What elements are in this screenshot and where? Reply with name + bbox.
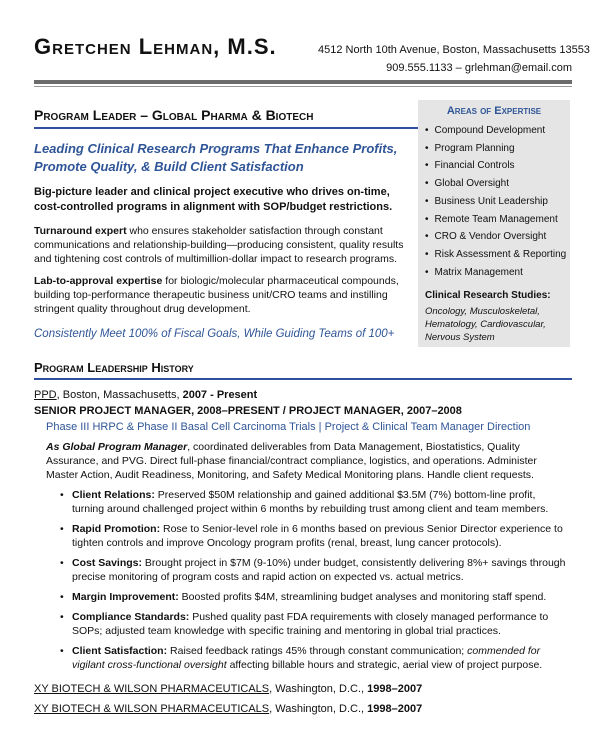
contact-line: [386, 62, 572, 74]
role-titles: SENIOR PROJECT MANAGER, 2008–PRESENT / PROJECT MANAGER, 2007–2008: [34, 405, 462, 417]
achievement-list: [60, 488, 568, 678]
employer-company: XY BIOTECH & WILSON PHARMACEUTICALS: [34, 703, 270, 715]
phone: 909.555.1133: [386, 62, 453, 74]
expertise-item: • Financial Controls: [425, 157, 570, 175]
intro-text: , coordinated deliverables from Data Management, Biostatistics, Quality Assurance, and PVG. Direct full-phase financial/contract compliance, logistics, and operations. Administer Master Action, Audit Readiness, Monitoring, and Safety Medical Monitoring plans. Handle client requests.: [46, 441, 537, 481]
employer-location: , Washington, D.C.,: [269, 703, 368, 715]
expertise-item: • Program Planning: [425, 140, 570, 158]
achievement-lead: Client Relations:: [72, 489, 155, 501]
employer-company: XY BIOTECH & WILSON PHARMACEUTICALS: [34, 683, 270, 695]
achievement-item: [60, 522, 568, 550]
achievement-lead: Margin Improvement:: [72, 591, 179, 603]
intro-lead: As Global Program Manager: [46, 441, 188, 453]
separator: –: [455, 62, 462, 74]
expertise-item: • Compound Development: [425, 122, 570, 140]
project-line: Phase III HRPC & Phase II Basal Cell Carcinoma Trials | Project & Clinical Team Manager Direction: [46, 421, 531, 433]
achievement-item: [60, 610, 568, 638]
email: grlehman@email.com: [464, 62, 572, 74]
achievement-item: [60, 556, 568, 584]
paragraph-text: for biologic/molecular pharmaceutical compounds, building top-performance therapeutic business unit/CRO teams and instilling stringent quality throughout drug development.: [34, 275, 399, 315]
expertise-list: [425, 122, 570, 281]
achievement-text: Boosted profits $4M, streamlining budget analyses and monitoring staff spend.: [178, 591, 547, 603]
studies-text: Oncology, Musculoskeletal, Hematology, Cardiovascular, Nervous System: [425, 306, 546, 343]
achievement-item: [60, 590, 568, 604]
headline: Program Leader – Global Pharma & Biotech: [34, 107, 314, 123]
candidate-name: Gretchen Lehman, M.S.: [34, 34, 277, 59]
achievement-text: Pushed quality past FDA requirements with closely managed performance to SOPs; adjusted team knowledge with specific training and mentoring in global trial practices.: [72, 611, 549, 637]
metric-statement: Consistently Meet 100% of Fiscal Goals, While Guiding Teams of 100+: [34, 328, 395, 340]
expertise-item: • Global Oversight: [425, 175, 570, 193]
employer-location: , Boston, Massachusetts,: [56, 389, 183, 401]
achievement-item: [60, 644, 568, 672]
header-rule-thin: [34, 86, 572, 87]
achievement-lead: Client Satisfaction:: [72, 645, 168, 657]
achievement-lead: Compliance Standards:: [72, 611, 190, 623]
achievement-text: Rose to Senior-level role in 6 months based on previous Senior Director experience to tighten controls and improve Oncology program profits (renal, breast, lung cancer protocols).: [72, 523, 563, 549]
achievement-item: [60, 488, 568, 516]
paragraph-lead: Lab-to-approval expertise: [34, 275, 163, 287]
employer-line: [34, 703, 422, 715]
employer-dates: 2007 - Present: [182, 389, 258, 401]
expertise-item: • Matrix Management: [425, 264, 570, 282]
role-intro: [46, 440, 566, 482]
employer-dates: 1998–2007: [367, 683, 423, 695]
tagline: Leading Clinical Research Programs That Enhance Profits, Promote Quality, & Build Client Satisfaction: [34, 141, 398, 174]
employer-location: , Washington, D.C.,: [269, 683, 368, 695]
expertise-item: • Risk Assessment & Reporting: [425, 246, 570, 264]
history-rule: [34, 378, 572, 380]
employer-dates: 1998–2007: [367, 703, 423, 715]
achievement-italic: commended for vigilant cross-functional oversight: [72, 645, 541, 671]
expertise-title: Areas of Expertise: [446, 105, 542, 117]
employer-line: [34, 389, 257, 401]
studies-title: Clinical Research Studies:: [425, 290, 551, 301]
achievement-lead: Rapid Promotion:: [72, 523, 161, 535]
summary-paragraph: [34, 274, 418, 316]
summary: Big-picture leader and clinical project executive who drives on-time, cost-controlled programs in alignment with SOP/budget restrictions.: [34, 186, 393, 213]
employer-company: PPD: [34, 389, 57, 401]
achievement-text: Preserved $50M relationship and gained additional $3.5M (7%) bottom-line profit, turning around challenged project within 6 months by rebuilding trust among client and team members.: [72, 489, 549, 515]
achievement-text: Brought project in $7M (9-10%) under budget, consistently delivering 8%+ savings through precise monitoring of program costs and rapid action on expected vs. actual metrics.: [72, 557, 566, 583]
employer-line: [34, 683, 422, 695]
expertise-item: • CRO & Vendor Oversight: [425, 228, 570, 246]
paragraph-text: who ensures stakeholder satisfaction through constant communications and relationship-building—producing consistent, quality results and tightening cost controls of multimillion-dollar impact to research programs.: [34, 225, 404, 265]
address: 4512 North 10th Avenue, Boston, Massachusetts 13553: [318, 44, 590, 56]
achievement-lead: Cost Savings:: [72, 557, 143, 569]
summary-paragraph: [34, 224, 418, 266]
expertise-item: • Remote Team Management: [425, 211, 570, 229]
header-rule: [34, 80, 572, 84]
expertise-item: • Business Unit Leadership: [425, 193, 570, 211]
achievement-text: Raised feedback ratings 45% through constant communication;: [167, 645, 468, 657]
achievement-tail: affecting billable hours and strategic, aerial view of project purpose.: [226, 659, 543, 671]
history-title: Program Leadership History: [34, 360, 194, 375]
paragraph-lead: Turnaround expert: [34, 225, 127, 237]
headline-rule: [34, 127, 418, 129]
